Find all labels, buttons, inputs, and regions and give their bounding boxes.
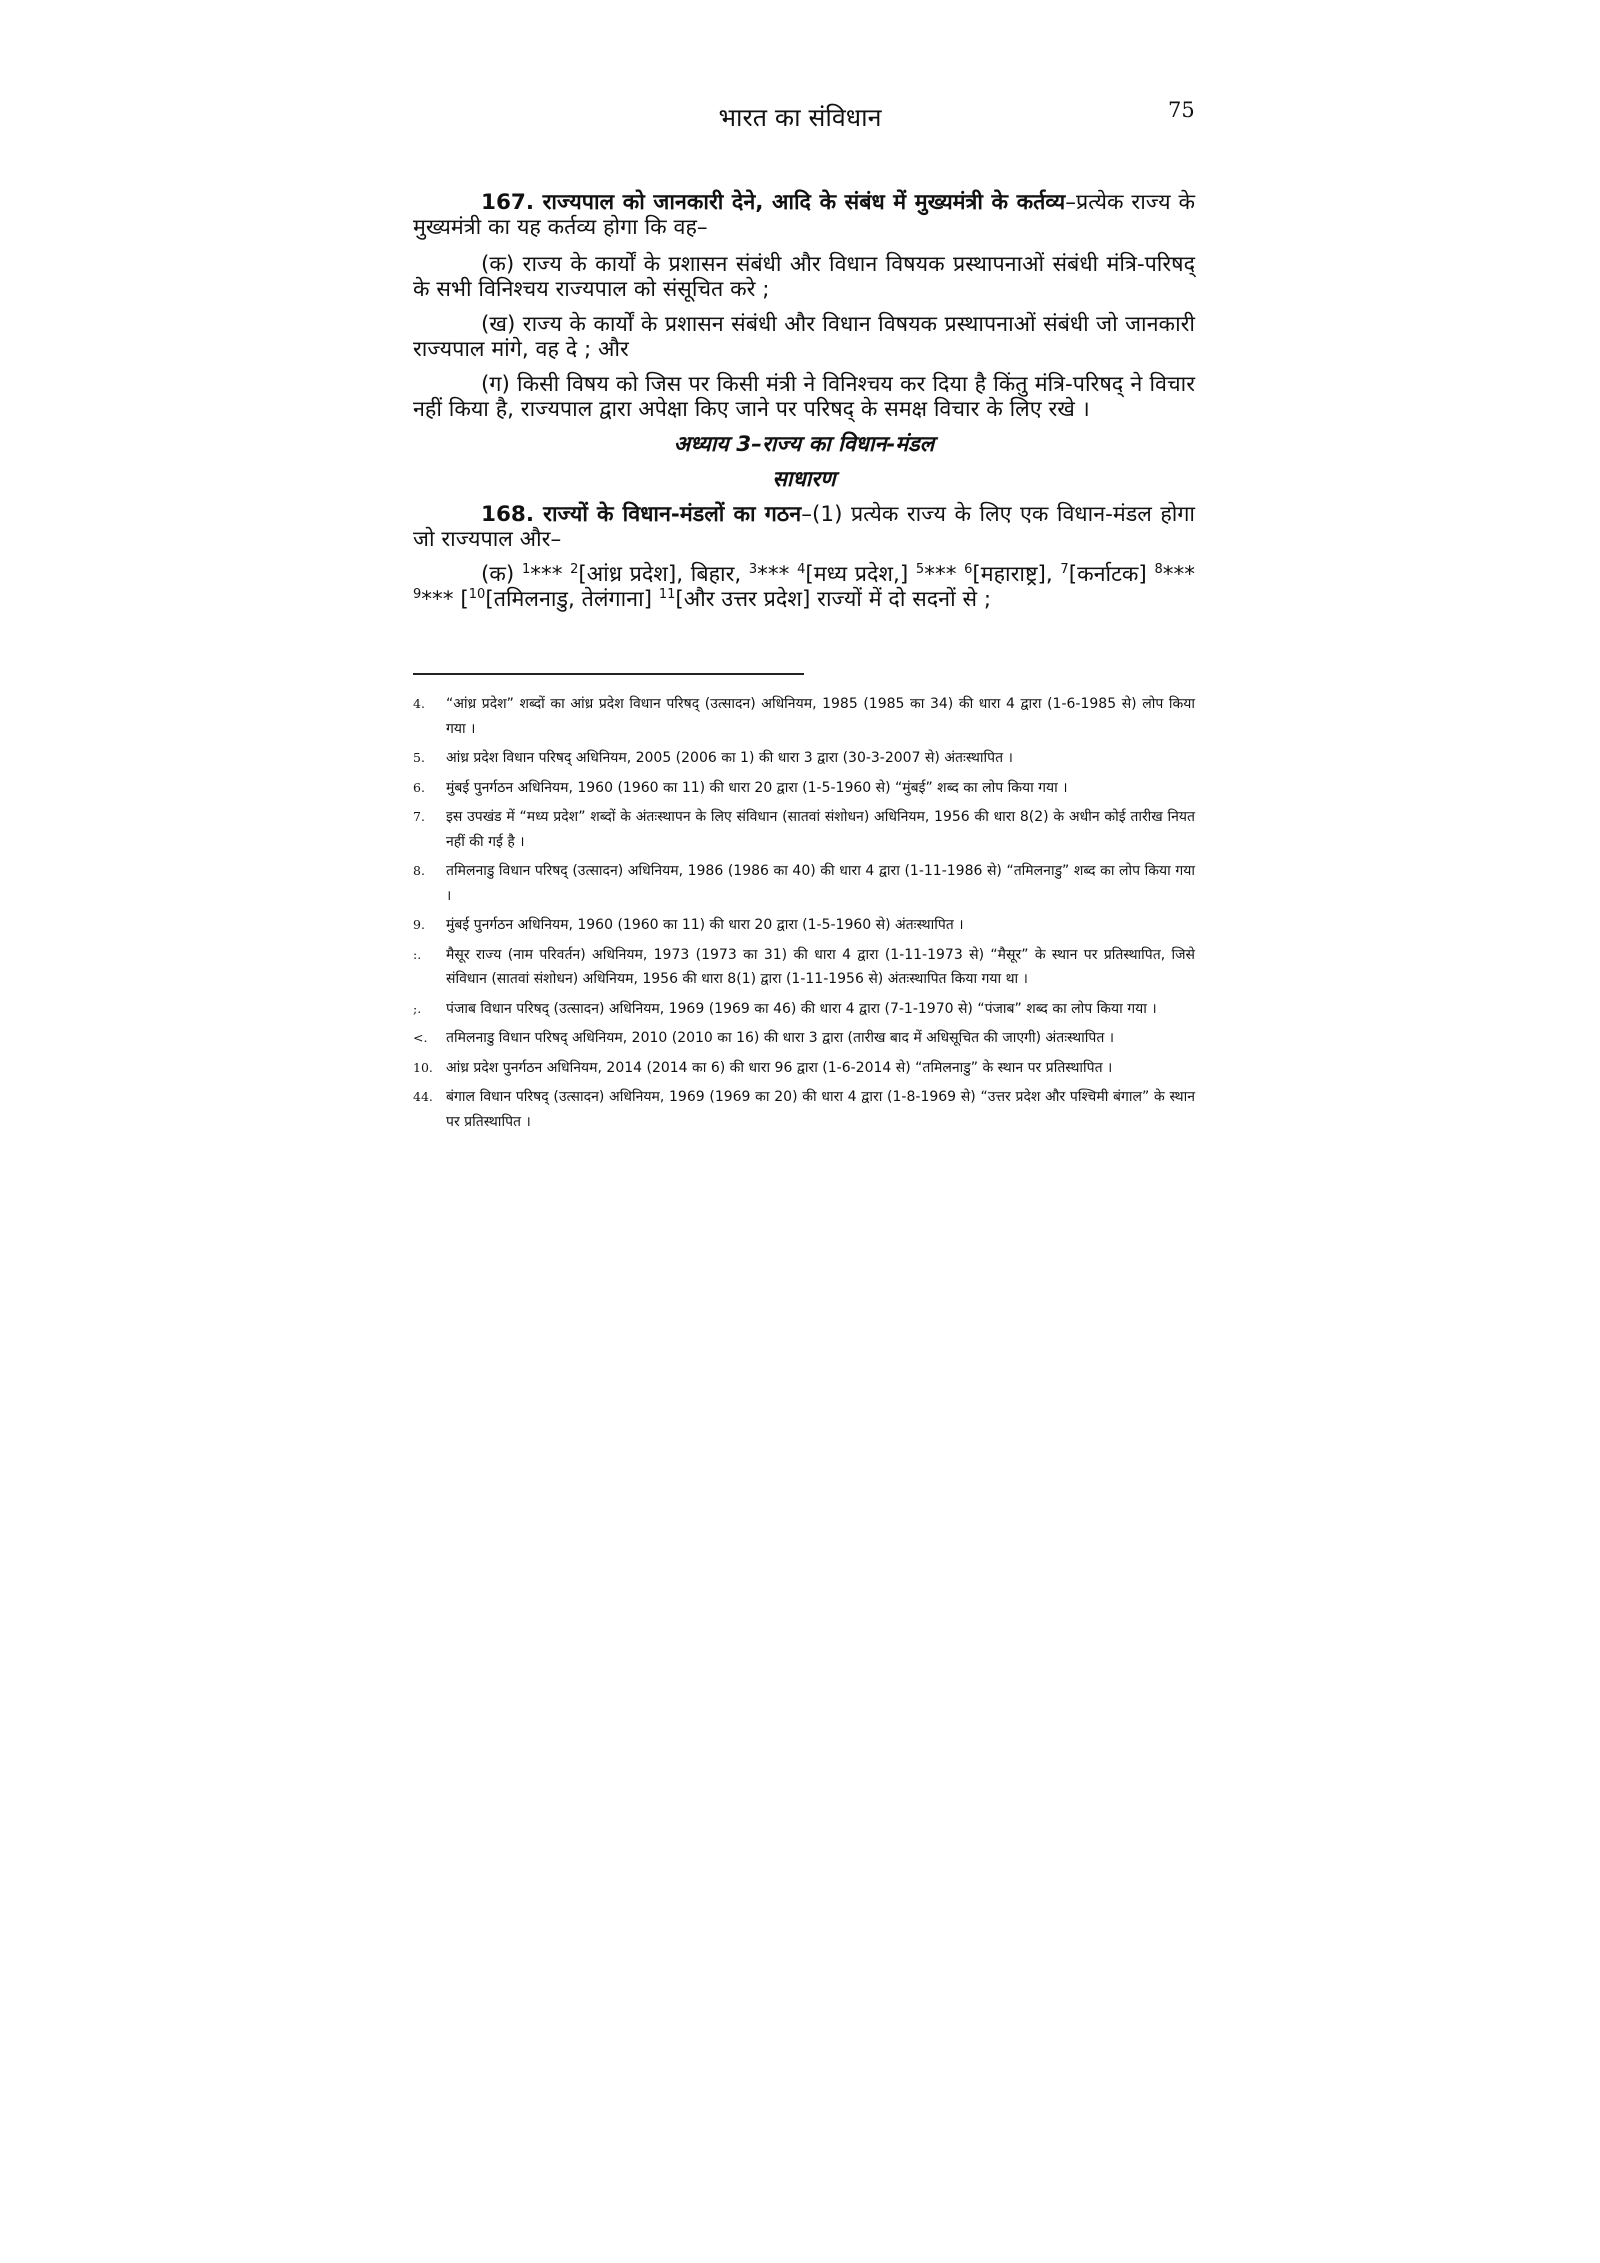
footnote-ref: 4 [797, 562, 806, 577]
footnote-ref: 9 [413, 587, 422, 602]
clause-label: (क) [481, 562, 522, 587]
footnote-number: :. [413, 946, 422, 962]
footnote-text: मुंबई पुनर्गठन अधिनियम, 1960 (1960 का 11) की धारा 20 द्वारा (1-5-1960 से) अंतःस्थापित । [446, 917, 964, 933]
footnote-text: तमिलनाडु विधान परिषद् अधिनियम, 2010 (2010 का 16) की धारा 3 द्वारा (तारीख बाद में अधिसूचित की जाएगी) अंतःस्थापित । [446, 1030, 1115, 1046]
article-167-clause-a: (क) राज्य के कार्यों के प्रशासन संबंधी और विधान विषयक प्रस्थापनाओं संबंधी मंत्रि-परिषद् के सभी विनिश्चय राज्यपाल को संसूचित करे ; [413, 252, 1195, 302]
footnote-text: “आंध्र प्रदेश” शब्दों का आंध्र प्रदेश विधान परिषद् (उत्सादन) अधिनियम, 1985 (1985 का 34) की धारा 4 द्वारा (1-6-1985 से) लोप किया गया । [446, 696, 1195, 737]
article-167-clause-c: (ग) किसी विषय को जिस पर किसी मंत्री ने विनिश्चय कर दिया है किंतु मंत्रि-परिषद् ने विचार नहीं किया है, राज्यपाल द्वारा अपेक्षा किए जाने पर परिषद् के समक्ष विचार के लिए रखे । [413, 372, 1195, 422]
clause-text: *** [ [421, 587, 469, 612]
footnote-ref: 1 [521, 562, 531, 577]
clause-text: *** [924, 562, 965, 587]
footnote-text: आंध्र प्रदेश पुनर्गठन अधिनियम, 2014 (2014 का 6) की धारा 96 द्वारा (1-6-2014 से) “तमिलनाडु” के स्थान पर प्रतिस्थापित । [446, 1059, 1113, 1076]
footnote-number: 5. [413, 750, 425, 765]
article-167-clause-b: (ख) राज्य के कार्यों के प्रशासन संबंधी और विधान विषयक प्रस्थापनाओं संबंधी जो जानकारी राज्यपाल मांगे, वह दे ; और [413, 312, 1195, 362]
page-number: 75 [1168, 98, 1195, 122]
footnote-text: बंगाल विधान परिषद् (उत्सादन) अधिनियम, 1969 (1969 का 20) की धारा 4 द्वारा (1-8-1969 से) “उत्तर प्रदेश और पश्चिमी बंगाल” के स्थान पर प्रतिस्थापित । [446, 1089, 1195, 1130]
article-167-heading: 167. राज्यपाल को जानकारी देने, आदि के संबंध में मुख्यमंत्री के कर्तव्य [481, 190, 1066, 215]
article-168-lead: –(1) प्रत्येक राज्य के लिए एक विधान-मंडल होगा जो राज्यपाल और– [413, 502, 1195, 552]
footnote-text: आंध्र प्रदेश विधान परिषद् अधिनियम, 2005 (2006 का 1) की धारा 3 द्वारा (30-3-2007 से) अंतःस्थापित । [446, 750, 1013, 766]
footnote [413, 805, 1195, 854]
footnote-number: 10. [413, 1059, 433, 1075]
footnote [413, 776, 1195, 801]
footnote [413, 859, 1195, 908]
article-167-lead: –प्रत्येक राज्य के मुख्यमंत्री का यह कर्तव्य होगा कि वह– [413, 190, 1196, 240]
clause-text: *** [757, 562, 798, 587]
clause-text: [और उत्तर प्रदेश] राज्यों में दो सदनों से ; [675, 587, 992, 612]
footnotes [413, 692, 1195, 1139]
article-168-heading: 168. राज्यों के विधान-मंडलों का गठन [481, 502, 802, 527]
footnote [413, 1026, 1195, 1051]
chapter-subtitle: साधारण [772, 467, 836, 492]
article-167-intro [413, 190, 1195, 240]
footnote-number: 44. [413, 1089, 433, 1104]
footnote-ref: 8 [1154, 562, 1163, 577]
footnote-text: मैसूर राज्य (नाम परिवर्तन) अधिनियम, 1973 (1973 का 31) की धारा 4 द्वारा (1-11-1973 से) “मैसूर” के स्थान पर प्रतिस्थापित, जिसे संविधान (सातवां संशोधन) अधिनियम, 1956 की धारा 8(1) द्वारा (1-11-1956 से) अंतःस्थापित किया गया था । [446, 946, 1195, 987]
footnote-number: 8. [413, 863, 425, 878]
footnote-text: इस उपखंड में “मध्य प्रदेश” शब्दों के अंतःस्थापन के लिए संविधान (सातवां संशोधन) अधिनियम, 1956 की धारा 8(2) के अधीन कोई तारीख नियत नहीं की गई है । [446, 809, 1195, 850]
footnote [413, 943, 1195, 992]
clause-text: *** [530, 562, 571, 587]
footnote-ref: 11 [658, 587, 676, 602]
article-168-clause-a [413, 562, 1195, 612]
clause-text: [महाराष्ट्र], [972, 562, 1061, 587]
footnote [413, 692, 1195, 741]
footnote-text: मुंबई पुनर्गठन अधिनियम, 1960 (1960 का 11) की धारा 20 द्वारा (1-5-1960 से) “मुंबई” शब्द का लोप किया गया । [446, 779, 1068, 796]
footnote [413, 1056, 1195, 1081]
footnote [413, 997, 1195, 1022]
clause-text: [आंध्र प्रदेश], बिहार, [578, 562, 749, 587]
footnote [413, 913, 1195, 938]
footnote-text: तमिलनाडु विधान परिषद् (उत्सादन) अधिनियम, 1986 (1986 का 40) की धारा 4 द्वारा (1-11-1986 से) “तमिलनाडु” शब्द का लोप किया गया । [446, 863, 1195, 904]
footnote-number: 9. [413, 917, 425, 932]
footnote-ref: 10 [468, 587, 486, 602]
chapter-title: अध्याय 3–राज्य का विधान-मंडल [673, 432, 935, 457]
footnote [413, 746, 1195, 771]
clause-text: [तमिलनाडु, तेलंगाना] [485, 587, 659, 612]
footnote-ref: 6 [964, 562, 973, 577]
clause-text: *** [1162, 562, 1195, 587]
clause-text: [कर्नाटक] [1068, 562, 1155, 587]
footnote-number: 4. [413, 696, 425, 711]
clause-text: [मध्य प्रदेश,] [805, 562, 916, 587]
footnote-number: <. [413, 1030, 428, 1045]
footnote-number: 7. [413, 809, 425, 824]
footnote-text: पंजाब विधान परिषद् (उत्सादन) अधिनियम, 1969 (1969 का 46) की धारा 4 द्वारा (7-1-1970 से) “पंजाब” शब्द का लोप किया गया । [446, 1000, 1157, 1017]
footnote [413, 1085, 1195, 1134]
article-168-intro [413, 502, 1195, 552]
footnote-number: ;. [413, 1000, 422, 1016]
running-head: भारत का संविधान [718, 103, 882, 132]
footnote-ref: 3 [748, 562, 758, 577]
main-text [413, 190, 1195, 612]
footnote-divider [413, 673, 804, 675]
footnote-number: 6. [413, 779, 425, 795]
footnote-ref: 5 [915, 562, 925, 577]
footnote-ref: 2 [570, 562, 579, 577]
footnote-ref: 7 [1060, 562, 1069, 577]
